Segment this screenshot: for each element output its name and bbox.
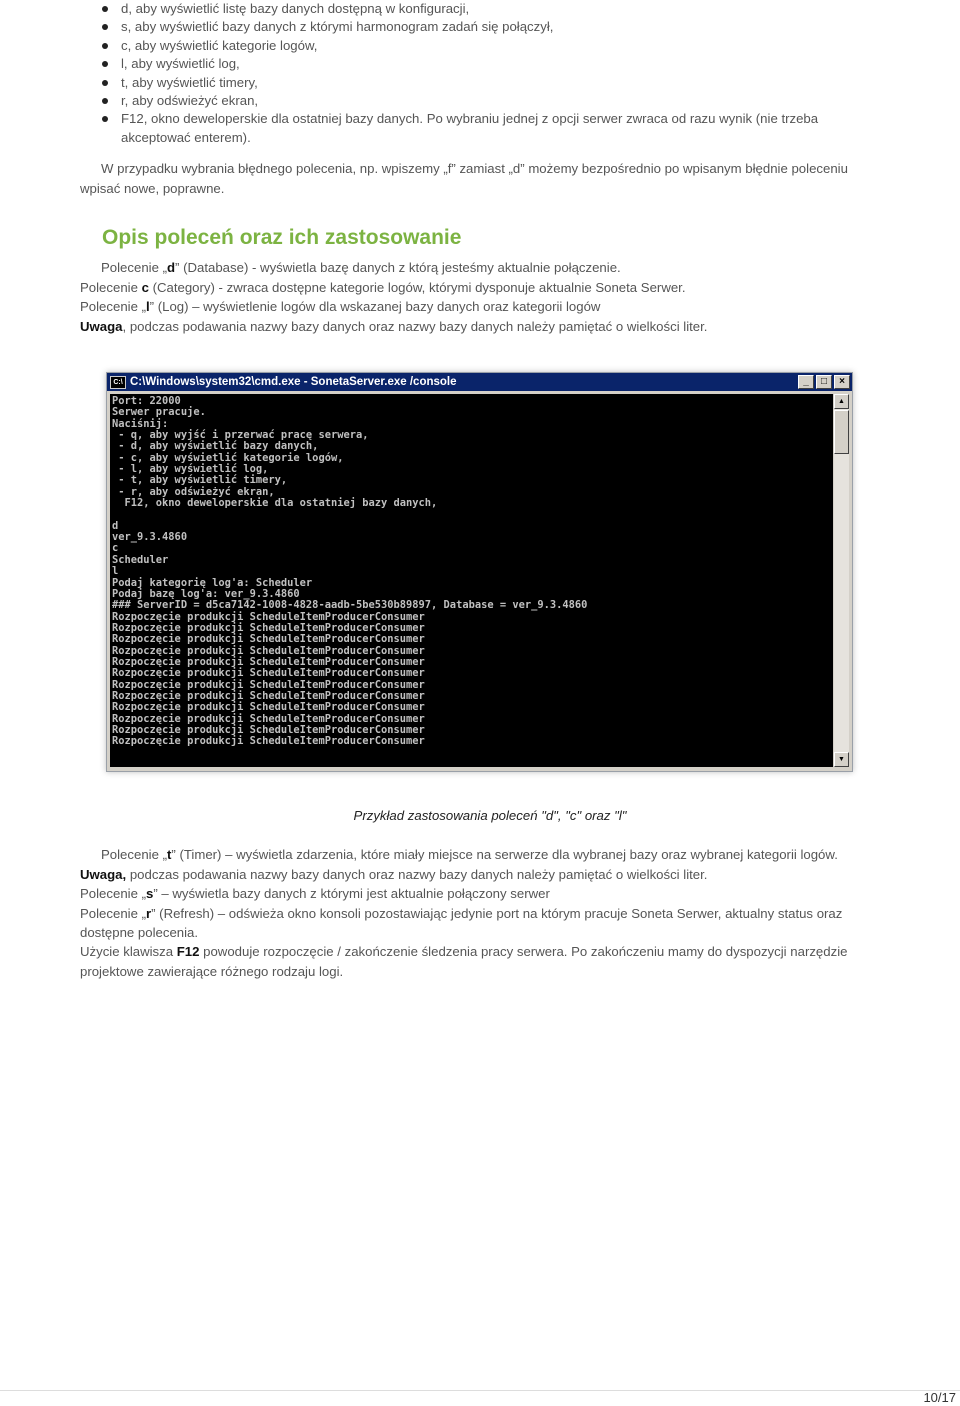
error-paragraph: W przypadku wybrania błędnego polecenia, np. wpiszemy „f” zamiast „d” możemy bezpośrednio po wpisanym błędnie poleceniu wpisać nowe, poprawne. — [80, 161, 848, 196]
console-text: Port: 22000 Serwer pracuje. Naciśnij: - q, aby wyjść i przerwać pracę serwera, - d, aby wyświetlić bazy danych, - c, aby wyświetlić kategorie logów, - l, aby wyświetlić log, - t, aby wyświetlić timery, - r, aby odświeżyć ekran, F12, okno deweloperskie dla ostatniej bazy danych, d ver_9.3.4860 c Scheduler l Podaj kategorię log'a: Scheduler Podaj bazę log'a: ver_9.3.4860 ### ServerID = d5ca7142-1008-4828-aadb-5be530b89897, Database = ver_9.3.4860 Rozpoczęcie produkcji ScheduleItemProducerConsumer Rozpoczęcie produkcji ScheduleItemProducerConsumer Rozpoczęcie produkcji ScheduleItemProducerConsumer Rozpoczęcie produkcji ScheduleItemProducerConsumer Rozpoczęcie produkcji ScheduleItemProducerConsumer Rozpoczęcie produkcji ScheduleItemProducerConsumer Rozpoczęcie produkcji ScheduleItemProducerConsumer Rozpoczęcie produkcji ScheduleItemProducerConsumer Rozpoczęcie produkcji ScheduleItemProducerConsumer Rozpoczęcie produkcji ScheduleItemProducerConsumer Rozpoczęcie produkcji ScheduleItemProducerConsumer Rozpoczęcie produkcji ScheduleItemProducerConsumer — [112, 395, 588, 748]
desc-d: Polecenie „d” (Database) - wyświetla bazę danych z którą jesteśmy aktualnie połączenie. — [101, 260, 621, 275]
bullet-icon — [102, 43, 108, 49]
section-title: Opis poleceń oraz ich zastosowanie — [102, 226, 462, 249]
desc-l: Polecenie „l” (Log) – wyświetlenie logów dla wskazanej bazy danych oraz kategorii logów — [80, 299, 601, 314]
minimize-icon[interactable]: _ — [798, 375, 814, 389]
list-item: r, aby odświeżyć ekran, — [102, 92, 842, 110]
scroll-down-icon[interactable]: ▼ — [834, 752, 849, 767]
command-r: r — [145, 905, 152, 921]
window-title: C:\Windows\system32\cmd.exe - SonetaServer.exe /console — [130, 376, 457, 388]
note-uwaga: Uwaga, podczas podawania nazwy bazy danych oraz nazwy bazy danych należy pamiętać o wielkości liter. — [80, 318, 708, 334]
maximize-icon[interactable]: □ — [816, 375, 832, 389]
scroll-thumb[interactable] — [834, 410, 849, 454]
command-t: t — [166, 847, 172, 862]
scrollbar[interactable] — [834, 394, 849, 767]
command-c: c — [141, 279, 149, 295]
window-titlebar — [107, 373, 852, 391]
footer-divider — [0, 1390, 960, 1391]
list-item: l, aby wyświetlić log, — [102, 55, 842, 73]
desc-c: Polecenie c (Category) - zwraca dostępne kategorie logów, którymi dysponuje aktualnie Soneta Serwer. — [80, 279, 686, 295]
list-item: t, aby wyświetlić timery, — [102, 74, 842, 92]
page-number: 10/17 — [923, 1390, 956, 1405]
desc-t: Polecenie „t” (Timer) – wyświetla zdarzenia, które miały miejsce na serwerze dla wybranej bazy oraz wybranej kategorii logów. — [101, 847, 838, 862]
bullet-icon — [102, 98, 108, 104]
bullet-icon — [102, 61, 108, 67]
uwaga-label: Uwaga — [80, 318, 123, 334]
bullet-icon — [102, 24, 108, 30]
command-s: s — [145, 886, 154, 901]
cmd-window-screenshot — [106, 372, 853, 772]
list-item: s, aby wyświetlić bazy danych z którymi harmonogram zadań się połączył, — [102, 18, 842, 36]
list-item: F12, okno deweloperskie dla ostatniej bazy danych. Po wybraniu jednej z opcji serwer zwraca od razu wynik (nie trzeba akceptować enterem). — [102, 110, 842, 147]
command-l: l — [145, 299, 150, 314]
figure-caption: Przykład zastosowania poleceń "d", "c" oraz "l" — [353, 808, 627, 823]
uwaga-label-2: Uwaga, — [80, 866, 127, 882]
bullet-icon — [102, 80, 108, 86]
desc-r: Polecenie „r” (Refresh) – odświeża okno konsoli pozostawiając jedynie port na którym pracuje Soneta Serwer, aktualny status oraz dostępne polecenia. — [80, 905, 843, 940]
desc-s: Polecenie „s” – wyświetla bazy danych z którymi jest aktualnie połączony serwer — [80, 886, 550, 901]
bullet-icon — [102, 6, 108, 12]
commands-bullet-list — [102, 0, 842, 147]
close-icon[interactable]: × — [834, 375, 850, 389]
console-output — [110, 394, 833, 767]
cmd-icon: C:\ — [110, 376, 126, 389]
list-item: c, aby wyświetlić kategorie logów, — [102, 37, 842, 55]
note-uwaga-2: Uwaga, podczas podawania nazwy bazy danych oraz nazwy bazy danych należy pamiętać o wielkości liter. — [80, 866, 708, 882]
key-f12: F12 — [176, 944, 200, 959]
desc-f12: Użycie klawisza F12 powoduje rozpoczęcie / zakończenie śledzenia pracy serwera. Po zakończeniu mamy do dyspozycji narzędzie projektowe zawierające różnego rodzaju logi. — [80, 944, 848, 979]
bullet-icon — [102, 116, 108, 122]
scroll-up-icon[interactable]: ▲ — [834, 394, 849, 409]
command-d: d — [166, 260, 176, 275]
list-item: d, aby wyświetlić listę bazy danych dostępną w konfiguracji, — [102, 0, 842, 18]
